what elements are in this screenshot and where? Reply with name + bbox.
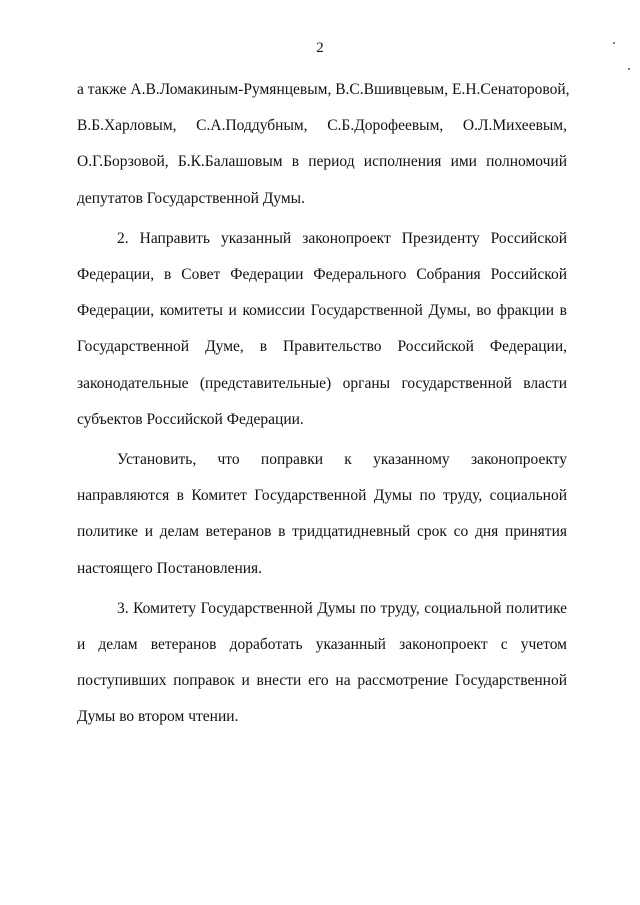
text-line: поступивших поправок и внести его на рассмотрение Государственной bbox=[77, 672, 567, 690]
text-line: субъектов Российской Федерации. bbox=[77, 410, 304, 428]
document-body bbox=[77, 72, 570, 736]
page-number: 2 bbox=[316, 40, 324, 56]
scan-speck bbox=[613, 42, 615, 44]
text-line: 2. Направить указанный законопроект Президенту Российской bbox=[117, 229, 567, 247]
text-line: Федерации, комитеты и комиссии Государственной Думы, во фракции в bbox=[77, 302, 567, 320]
text-line: Думы во втором чтении. bbox=[77, 708, 239, 726]
text-line: Установить, что поправки к указанному законопроекту bbox=[117, 451, 567, 469]
paragraph-4 bbox=[77, 591, 567, 736]
text-line: Федерации, в Совет Федерации Федерального Собрания Российской bbox=[77, 266, 567, 284]
scan-speck bbox=[628, 68, 630, 70]
text-line: направляются в Комитет Государственной Думы по труду, социальной bbox=[77, 487, 567, 505]
text-line: настоящего Постановления. bbox=[77, 559, 263, 577]
paragraph-3 bbox=[77, 442, 567, 587]
text-line: политике и делам ветеранов в тридцатидневный срок со дня принятия bbox=[77, 523, 567, 541]
text-line: а также А.В.Ломакиным-Румянцевым, В.С.Вшивцевым, Е.Н.Сенаторовой, bbox=[77, 81, 570, 98]
text-line: депутатов Государственной Думы. bbox=[77, 189, 305, 207]
paragraph-2 bbox=[77, 221, 567, 438]
text-line: О.Г.Борзовой, Б.К.Балашовым в период исполнения ими полномочий bbox=[77, 153, 567, 171]
paragraph-1 bbox=[77, 72, 570, 217]
text-line: В.Б.Харловым, С.А.Поддубным, С.Б.Дорофеевым, О.Л.Михеевым, bbox=[77, 117, 567, 135]
text-line: и делам ветеранов доработать указанный законопроект с учетом bbox=[77, 636, 567, 654]
text-line: 3. Комитету Государственной Думы по труду, социальной политике bbox=[117, 599, 567, 617]
text-line: законодательные (представительные) органы государственной власти bbox=[77, 374, 567, 392]
text-line: Государственной Думе, в Правительство Российской Федерации, bbox=[77, 338, 567, 356]
